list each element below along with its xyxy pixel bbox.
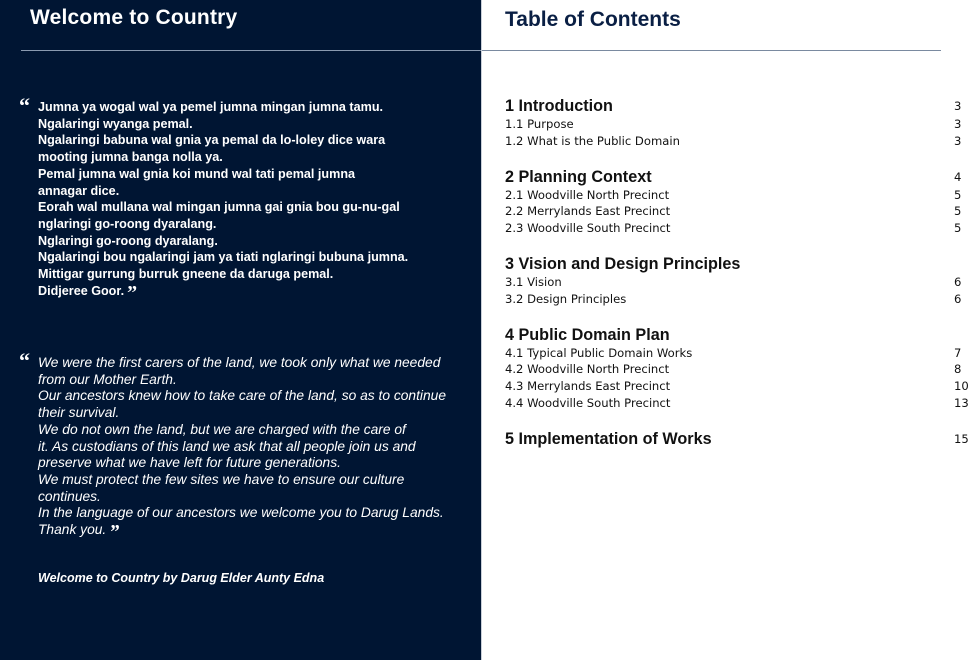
toc-item[interactable] [505,378,969,395]
quote-line [38,233,458,250]
quote-line-text: annagar dice. [38,183,120,198]
toc-page-number: 7 [954,345,962,360]
quote-line-text: Ngalaringi babuna wal gnia ya pemal da lo-loley dice wara [38,133,386,148]
toc-section-heading[interactable] [505,429,969,449]
quote-line-text: We must protect the few sites we have to ensure our culture [38,471,405,487]
quote-line-text: In the language of our ancestors we welcome you to Darug Lands. [38,505,444,521]
close-quote-icon: ” [109,521,120,544]
toc-section-heading[interactable] [505,167,965,187]
quote-line [38,388,458,405]
quote-line-text: Our ancestors knew how to take care of the land, so as to continue [38,388,447,404]
quote-line-text: We do not own the land, but we are charged with the care of [38,421,406,437]
welcome-divider [21,50,481,51]
toc-page-number: 8 [954,362,962,377]
toc-page-number: 3 [954,117,962,131]
toc-heading-label: 3 Vision and Design Principles [505,254,741,273]
quote-line [38,266,458,283]
toc-section [505,254,965,308]
quote-line-text: Jumna ya wogal wal ya pemel jumna mingan jumna tamu. [38,100,384,114]
quote-line-text: Ngalaringi bou ngalaringi jam ya tiati nglaringi bubuna jumna. [38,250,409,265]
toc-section [505,96,965,150]
quote-line-text: Mittigar gurrung burruk gneene da daruga pemal. [38,267,334,282]
welcome-panel [0,0,481,660]
toc-item[interactable] [505,133,965,150]
quote-line [38,132,458,149]
toc-section [505,325,969,412]
quote-line-text: it. As custodians of this land we ask that all people join us and [38,438,416,454]
toc-item[interactable] [505,345,965,362]
toc-panel [482,0,969,660]
toc-item-label: 3.1 Vision [505,274,562,289]
toc-item[interactable] [505,116,965,133]
toc-item-label: 4.1 Typical Public Domain Works [505,345,693,360]
quote-line [38,199,458,216]
toc-section [505,429,969,449]
language-quote [38,99,458,304]
toc-heading-label: 5 Implementation of Works [505,429,712,448]
toc-item-label: 4.2 Woodville North Precinct [505,362,670,377]
quote-line-text: Didjeree Goor. [38,283,125,298]
toc-page-number: 5 [954,204,962,219]
quote-line [38,355,458,372]
quote-line-text: mooting jumna banga nolla ya. [38,150,223,165]
toc-page-number: 6 [954,291,962,306]
toc-heading-label: 4 Public Domain Plan [505,325,670,344]
toc-heading-label: 2 Planning Context [505,167,652,186]
english-quote [38,355,458,544]
quote-line [38,99,458,116]
quote-line-text: Nglaringi go-roong dyaralang. [38,233,218,248]
quote-line [38,249,458,266]
toc-item-label: 2.1 Woodville North Precinct [505,187,670,202]
quote-line [38,166,458,183]
toc-item-label: 4.4 Woodville South Precinct [505,395,671,410]
quote-line-text: Eorah wal mullana wal mingan jumna gai gnia bou gu-nu-gal [38,200,400,215]
quote-line-text: from our Mother Earth. [38,371,177,387]
toc-section-heading[interactable] [505,96,965,116]
toc-section-heading[interactable] [505,254,965,274]
toc-section-heading[interactable] [505,325,965,345]
toc-title: Table of Contents [505,8,681,31]
quote-line [38,281,458,304]
quote-line-text: continues. [38,488,101,504]
quote-line [38,149,458,166]
quote-line [38,505,458,522]
toc-item-label: 2.2 Merrylands East Precinct [505,204,671,219]
quote-line [38,422,458,439]
open-quote-icon: “ [19,348,30,373]
close-quote-icon: ” [127,281,138,304]
toc-page-number: 5 [954,221,962,236]
quote-line [38,372,458,389]
toc-page-number: 13 [954,395,969,410]
toc-page-number: 6 [954,274,962,289]
toc-page-number: 10 [954,379,969,394]
toc-section [505,167,965,237]
toc-item[interactable] [505,220,965,237]
toc-item-label: 1.2 What is the Public Domain [505,133,680,148]
quote-line-text: Thank you. [38,522,107,538]
quote-line [38,439,458,456]
quote-line [38,216,458,233]
welcome-title: Welcome to Country [30,6,238,29]
open-quote-icon: “ [19,93,30,118]
toc-item-label: 3.2 Design Principles [505,291,627,306]
quote-line-text: their survival. [38,405,120,421]
quote-line-text: Pemal jumna wal gnia koi mund wal tati pemal jumna [38,166,356,181]
quote-line-text: preserve what we have left for future generations. [38,455,341,471]
quote-line [38,116,458,133]
toc-item[interactable] [505,187,965,204]
toc-item-label: 4.3 Merrylands East Precinct [505,379,671,394]
quote-line-text: Ngalaringi wyanga pemal. [38,116,193,131]
quote-line-text: nglaringi go-roong dyaralang. [38,216,217,231]
quote-line [38,472,458,489]
toc-list [505,96,969,466]
toc-item-label: 1.1 Purpose [505,117,574,131]
toc-item[interactable] [505,291,965,308]
quote-line [38,183,458,200]
toc-page-number: 3 [954,133,962,148]
quote-attribution: Welcome to Country by Darug Elder Aunty Edna [38,571,325,585]
toc-item[interactable] [505,203,965,220]
toc-page-number: 3 [954,99,962,113]
quote-line [38,489,458,506]
toc-item[interactable] [505,395,969,412]
quote-line [38,455,458,472]
quote-line [38,405,458,422]
toc-page-number: 15 [954,431,969,446]
quote-line-text: We were the first carers of the land, we took only what we needed [38,355,441,370]
toc-item[interactable] [505,361,965,378]
quote-line [38,521,458,544]
toc-item[interactable] [505,274,965,291]
toc-page-number: 5 [954,187,962,202]
toc-page-number: 4 [954,169,962,184]
toc-heading-label: 1 Introduction [505,97,613,115]
toc-item-label: 2.3 Woodville South Precinct [505,221,671,236]
toc-divider [482,50,941,51]
